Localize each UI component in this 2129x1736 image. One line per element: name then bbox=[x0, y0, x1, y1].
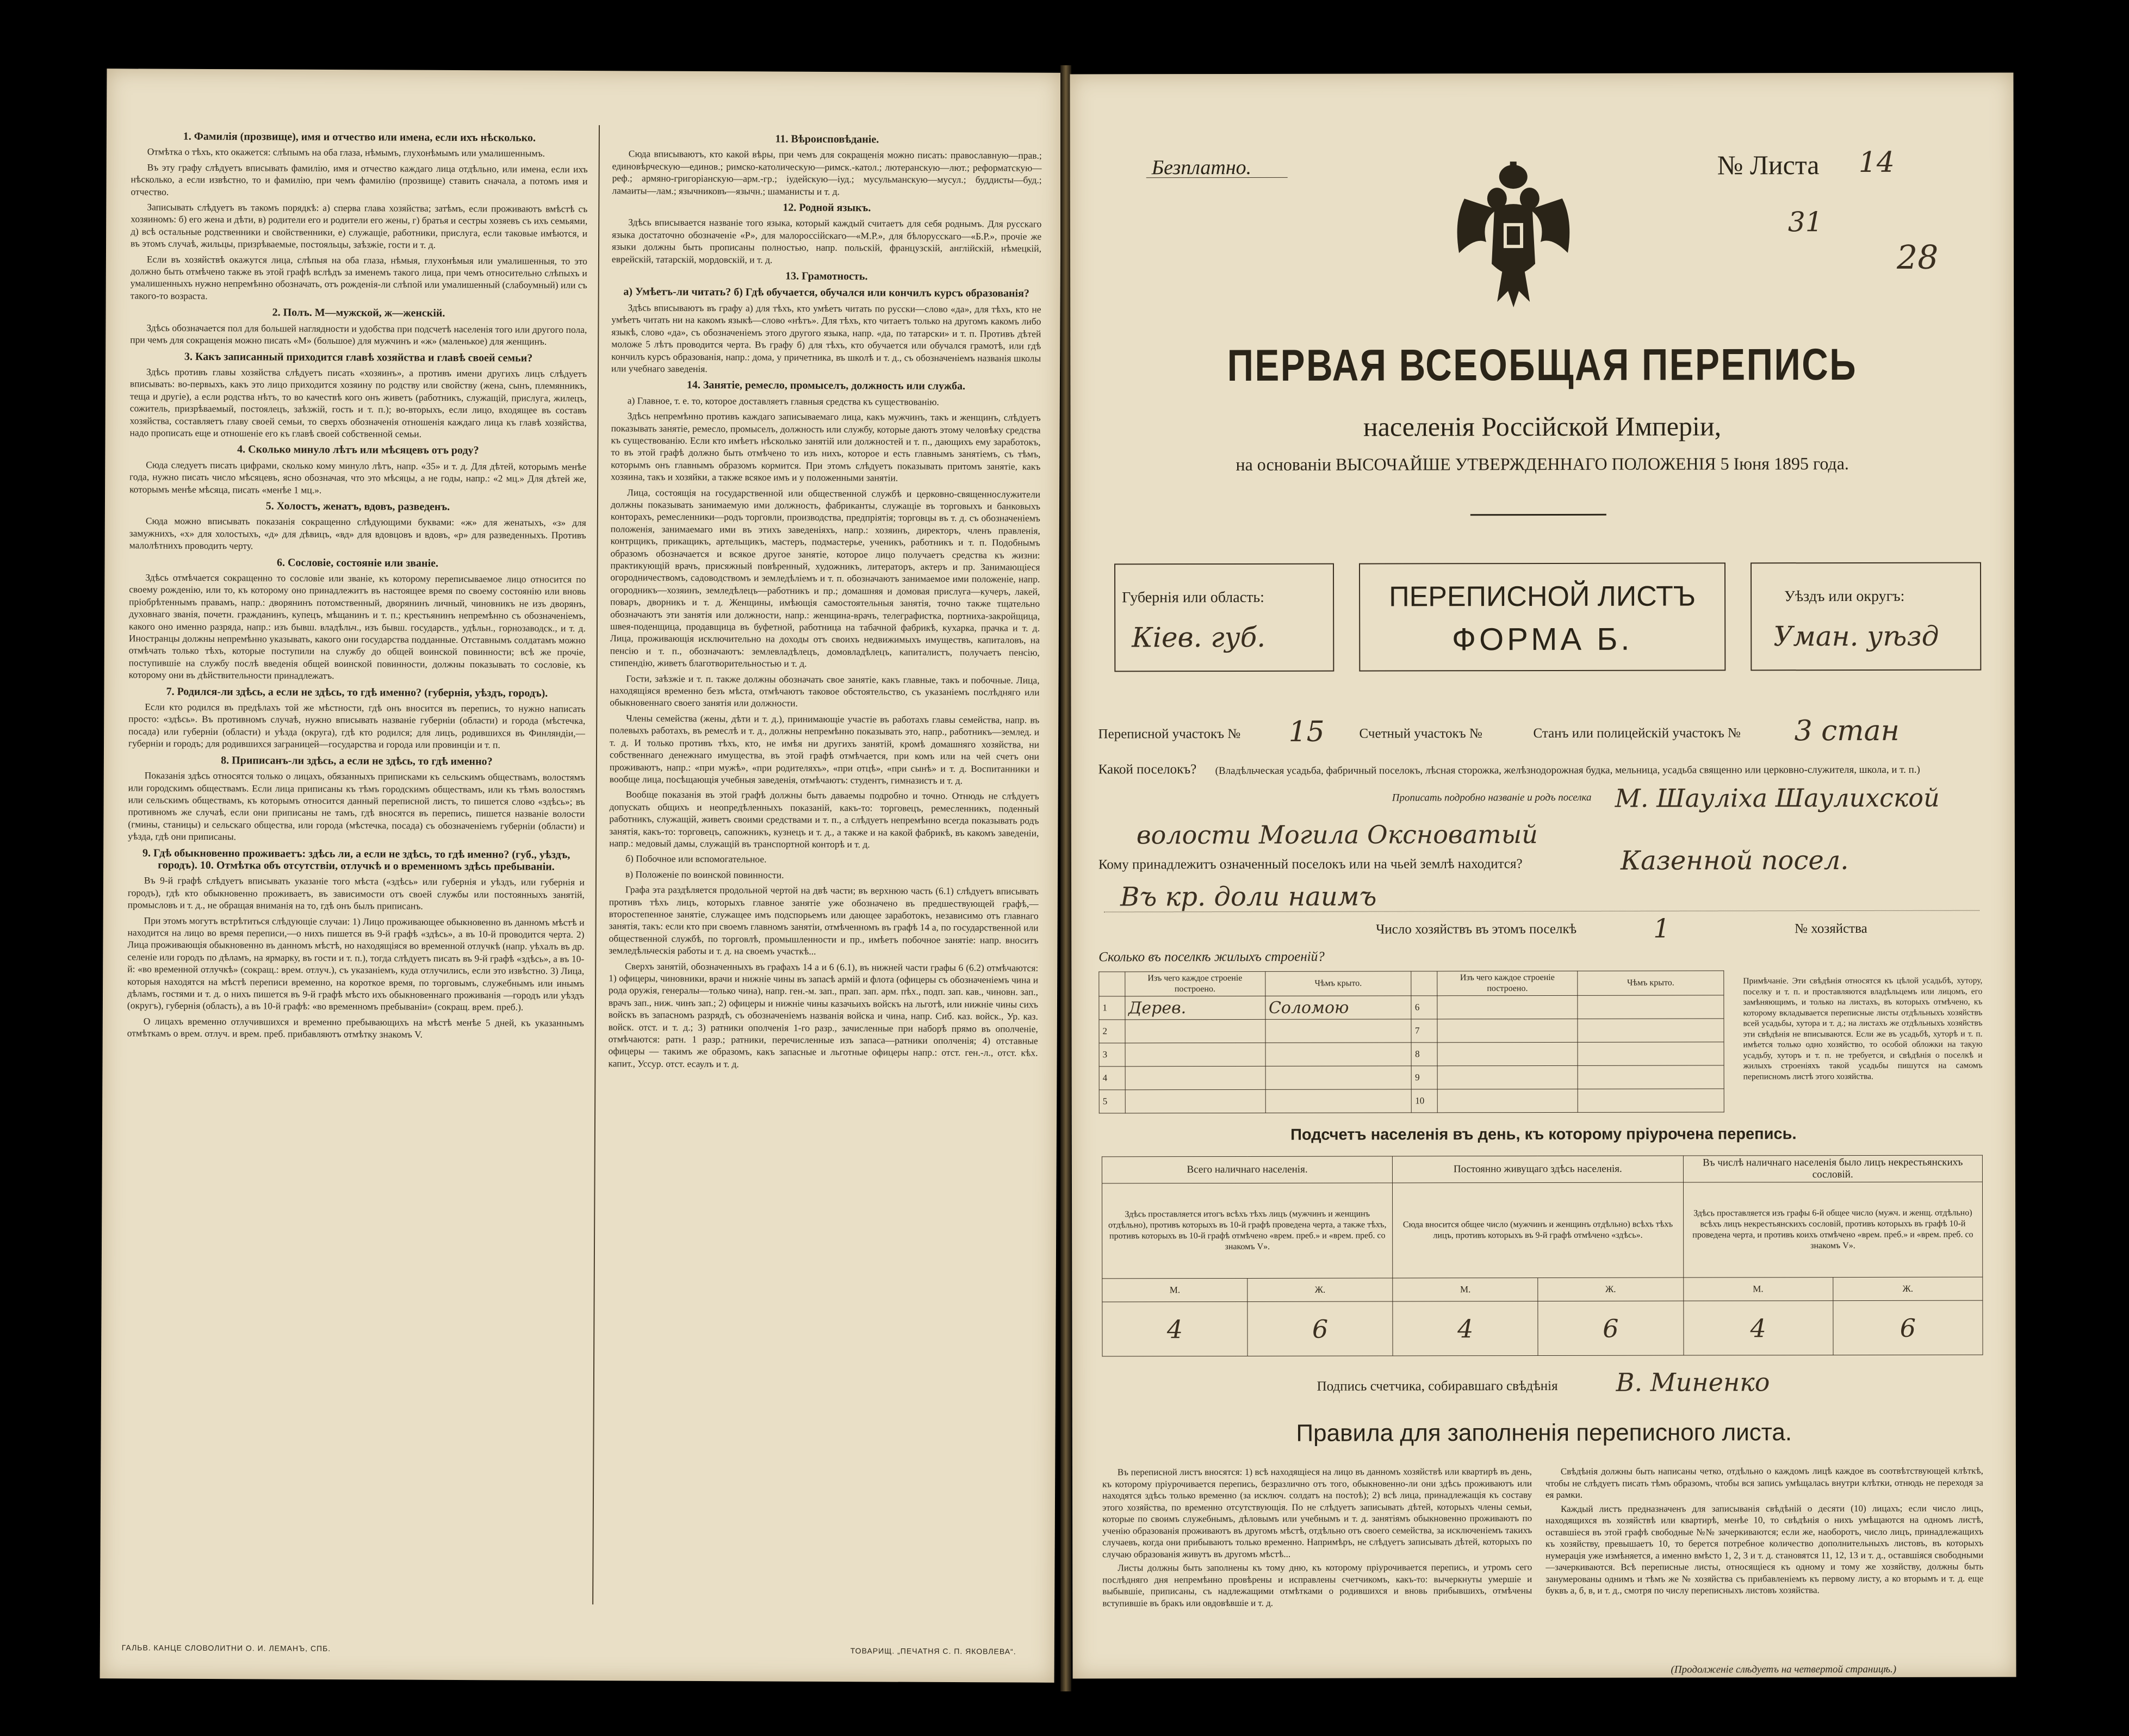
paragraph: Здѣсь отмѣчается сокращенно то сословіе или званіе, къ которому переписываемое лицо относится по своему рожденію, или то, къ которому оно принадлежитъ въ настоящее время по своему состоянію или вновь пріобрѣтеннымъ правамъ, напр.: дворянинъ потомственный, дворянинъ личный, чиновникъ не изъ дворянъ, духовнаго званія, почетн. гражданинъ, купецъ, мѣщанинъ и т. п.; крестьянинъ непремѣнно съ обозначеніемъ, какого оно именно разряда, напр.: изъ бывш. владѣльч., изъ бывш. государств., удѣльн., горнозаводск., и т. д. Иностранцы должны непремѣнно указывать, какого они государства подданные. Отставнымъ солдатамъ можно отмѣчать только тѣхъ, которые поступили на службу до общей воинской повинности; всѣ же прочіе, поступившіе на службу послѣ введенія общей воинской повинности, должны показывать то сословіе, къ которому они въ дѣйствительности принадлежатъ. bbox=[128, 572, 586, 681]
stan-value: 3 стан bbox=[1794, 714, 1900, 748]
section-heading: 3. Какъ записанный приходится главѣ хозяйства и главѣ своей семьи? bbox=[184, 350, 533, 364]
bld-header-1: Изъ чего каждое строеніе построено. bbox=[1125, 971, 1265, 996]
paragraph: Здѣсь противъ главы хозяйства слѣдуетъ писать «хозяинъ», а противъ имени другихъ лицъ слѣдуетъ вписывать: во-первыхъ, какъ это лицо приходится хозяину по родству или свойству (жена, сынъ, племянникъ, теща и другіе), а если родства нѣтъ, то во качествѣ кого онъ живетъ (работникъ, служащій, прислуга, жилецъ, сожитель, призрѣваемый, постоялецъ, заѣзжій, гость и т. п.); во-вторыхъ, если лицо, входящее въ составъ хозяйства, составляетъ главу своей семьи, то сверхъ обозначенія отношенія каждаго лица къ главѣ хозяйства, надо прописать еще и отношеніе его къ главѣ своей собственной семьи. bbox=[129, 366, 587, 439]
paragraph: Члены семейства (жены, дѣти и т. д.), принимающіе участіе въ работахъ главы семейства, напр. въ полевыхъ работахъ, въ ремеслѣ и т. д., должны непремѣнно показывать это, напр., работникъ—землед. и т. д. И только противъ тѣхъ, кто, не имѣя ни другихъ занятій, кромѣ домашняго хозяйства, ни собственнаго денежнаго имущества, въ этой графѣ отмѣчается, при комъ или на чей счетъ они проживаютъ, напр.: «при мужѣ», «при родителяхъ», «при отцѣ», «при сынѣ» и т. д. Воспитанники и вообще лица, посѣщающія учебныя заведенія, отмѣчаютъ: студентъ, гимназистъ и т. д. bbox=[609, 712, 1040, 786]
margin-note-2: 28 bbox=[1896, 238, 1939, 277]
buildings-note: Примѣчаніе. Эти свѣдѣнія относятся къ цѣлой усадьбѣ, хутору, поселку и т. п. и проставляются владѣльцемъ или лицомъ, его замѣняющимъ, и только на листахъ, въ которыхъ отмѣчено, къ которому вкладывается переписные листы отдѣльныхъ хозяйствъ всей усадьбы, хутора и т. д.; на листахъ же отдѣльныхъ хозяйствъ эти свѣдѣнія не вписываются. Если же въ усадьбѣ, хуторѣ и т. п. имѣется только одно хозяйство, то особой обложки на такую усадьбу, хуторъ и т. п. не требуется, и свѣдѣнія о поселкѣ и жилыхъ строеніяхъ такой усадьбы пишутся на самомъ переписномъ листѣ этого хозяйства. bbox=[1743, 976, 1983, 1081]
paragraph: Здѣсь непремѣнно противъ каждаго записываемаго лица, какъ мужчинъ, такъ и женщинъ, слѣдуетъ показывать занятіе, ремесло, промыселъ, должность или службу, которые даютъ этому человѣку средства къ существованію. Если кто имѣетъ нѣсколько занятій или должностей и т. п., дающихъ ему заработокъ, то въ этой графѣ должно быть отмѣчено то изъ нихъ, которое и есть главнымъ занятіемъ, съ тѣмъ, которымъ онъ главнымъ образомъ кормится. При этомъ слѣдуетъ показывать притомъ занятіе, какъ хозяина, такъ и хозяйки, а также всякое имъ и у положенными занятіи. bbox=[611, 410, 1041, 483]
paragraph: Лица, состоящія на государственной или общественной службѣ и церковно-священнослужители должны показывать занимаемую ими должность, фабриканты, служащіе въ торговыхъ и банковыхъ конторахъ, ремесленники—родъ торговли, производства, предпріятія; торговцы въ т. д. съ обозначеніемъ положенія, занимаемаго ими въ этихъ заведеніяхъ, напр.: хозяинъ, директоръ, членъ правленія, контрщикъ, прикащикъ, артельщикъ, мастеръ, подмастерье, ученикъ, работникъ и т. п. Подобнымъ образомъ обозначается и всякое другое занятіе, которое лицо получаетъ средства къ жизни: практикующій врачъ, присяжный повѣренный, художникъ, литераторъ, актеръ и пр. Занимающіеся огородничествомъ, садоводствомъ и земледѣліемъ и т. п. обозначаютъ занимаемое ими положеніе, напр. огородникъ—хозяинъ, земледѣлецъ—работникъ и пр.; домашняя и домовая прислуга—кучеръ, лакей, поваръ, дворникъ и т. д. Женщины, имѣющія самостоятельныя занятія, точно также тщательно обозначаютъ эти занятія или должности, напр.: женщина-врачъ, телеграфистка, портниха-закройщица, швея-поденщица, продавщица въ буфетной, работница на табачной фабрикѣ, кухарка, прачка и т. д. Лица, проживающія исключительно на доходы отъ своихъ недвижимыхъ имуществъ, капиталовъ, на пенсію и т. п., обозначаютъ: землевладѣлецъ, домовладѣлецъ, капиталистъ, получаетъ пенсію, стипендію, живетъ благотворительностью и т. д. bbox=[610, 486, 1041, 669]
section-heading: 9. Гдѣ обыкновенно проживаетъ: здѣсь ли, а если не здѣсь, то гдѣ именно? (губ., уѣздъ, городъ). 10. Отмѣтка объ отсутствіи, отлучкѣ и о временномъ здѣсь пребываніи. bbox=[142, 847, 570, 873]
paragraph: Вообще показанія въ этой графѣ должны быть даваемы подробно и точно. Отнюдь не слѣдуетъ допускать общихъ и неопредѣленныхъ показаній, какъ-то: торговецъ, ремесленникъ, поденный работникъ, служащій, живетъ своими средствами и т. п., а слѣдуетъ непремѣнно всегда показывать родъ занятія, какъ-то: торговецъ, сапожникъ, кузнецъ и т. д., а также и на какой фабрикѣ, въ какомъ заведеніи, напр.: медовый дамы, служащій въ транспортной конторѣ и т. д. bbox=[609, 789, 1039, 850]
continued-note: (Продолженіе слѣдуетъ на четвертой страницѣ.) bbox=[1671, 1663, 1897, 1676]
count-2-female: 6 bbox=[1538, 1301, 1683, 1355]
census-area-value: 15 bbox=[1288, 715, 1325, 748]
form-basis: на основаніи ВЫСОЧАЙШЕ УТВЕРЖДЕННАГО ПОЛОЖЕНІЯ 5 Іюня 1895 года. bbox=[1236, 454, 1849, 474]
paragraph: Здѣсь вписываютъ въ графу а) для тѣхъ, кто умѣетъ читать по русски—слово «да», для тѣхъ, кто не умѣетъ читать ни на какомъ языкѣ—слово «нѣтъ». Для тѣхъ, кто читаетъ только на другомъ какомъ либо языкѣ, слово «да», съ обозначеніемъ этого другого языка, напр. «да, по татарски» и т. п. Противъ дѣтей моложе 5 лѣтъ проводится черта. Въ графу б) для тѣхъ, кто обучается или обучался грамотѣ, или гдѣ кончилъ курсъ образованія, напр.: дома, у причетника, въ школѣ и т. д., съ обозначеніемъ названія школы или учебнаго заведенія. bbox=[611, 302, 1041, 374]
count-3-female: 6 bbox=[1833, 1300, 1983, 1355]
paragraph: Въ 9-й графѣ слѣдуетъ вписывать указаніе того мѣста («здѣсь» или губернія и уѣздъ, или губернія и городъ), гдѣ кто обыкновенно проживаетъ, въ зависимости отъ своей службы или постоянныхъ занятій, промысловъ и т. д., не обращая вниманія на то, гдѣ онъ былъ приписанъ. bbox=[127, 875, 585, 912]
count-2-male: 4 bbox=[1393, 1301, 1538, 1356]
census-form-page bbox=[1070, 72, 2016, 1678]
province-label: Губернія или область: bbox=[1122, 588, 1264, 606]
paragraph: Показанія здѣсь относятся только о лицахъ, обязанныхъ приписками къ сельскимъ обществамъ, волостямъ или городскимъ обществамъ. Если лица приписаны къ тѣмъ городскимъ обществамъ, или къ тѣмъ волостямъ или сельскимъ обществамъ, къ которымъ относится данный переписной листъ, то пишется слово «здѣсь»; въ противномъ же случаѣ, если они приписаны не тамъ, гдѣ вносятся въ перепись, пишется названіе волости (гмины, станицы) и сельскаго общества, или города (мѣстечка, посада) съ обозначеніемъ губерніи (области) и уѣзда, гдѣ они приписаны. bbox=[128, 770, 585, 842]
paragraph: Записывать слѣдуетъ въ такомъ порядкѣ: а) сперва глава хозяйства; затѣмъ, если проживаютъ вмѣстѣ съ хозяиномъ: б) его жена и дѣти, в) родители его и родители его жены, г) братья и сестры хозяевъ съ ихъ семьями, д) всѣ остальные родственники и свойственники, е) служащіе, работники, прислуга, если таковые имѣются, и въ этомъ случаѣ, жильцы, призрѣваемые, постояльцы, заѣзжіе, гости и т. д. bbox=[131, 201, 588, 251]
instructions-column-b bbox=[606, 128, 1042, 1598]
sheet-type-line1: ПЕРЕПИСНОЙ ЛИСТЪ bbox=[1389, 580, 1696, 613]
settlement-value: М. Шауліха Шаулихской волости Могила Оксноватый bbox=[1136, 783, 1940, 850]
count-title: Подсчетъ населенія въ день, къ которому пріурочена перепись. bbox=[1290, 1125, 1797, 1144]
section-heading: 2. Полъ. М—мужской, ж—женскій. bbox=[272, 306, 445, 320]
district-box bbox=[1751, 562, 1981, 671]
imprint-right: ТОВАРИЩ. „ПЕЧАТНЯ С. П. ЯКОВЛЕВА“. bbox=[850, 1646, 1016, 1656]
owner-label: Кому принадлежитъ означенный поселокъ или на чьей землѣ находится? bbox=[1098, 857, 1523, 872]
bld-header-3: Изъ чего каждое строеніе построено. bbox=[1437, 971, 1578, 995]
bld-header-4: Чѣмъ крыто. bbox=[1578, 971, 1724, 995]
table-row: 5 10 bbox=[1099, 1089, 1724, 1113]
rules-column-b: Свѣдѣнія должны быть написаны четко, отдѣльно о каждомъ лицѣ каждое въ соотвѣтствующей клѣткѣ, чтобы не слѣдуетъ писать тѣмъ образомъ, чтобы вся запись умѣщалась внутри клѣтки, отнюдь не переходя за ея рамки. Каждый листъ предназначенъ для записыванія свѣдѣній о десяти (10) лицахъ; если число лицъ, находящихся въ хозяйствѣ или квартирѣ, менѣе 10, то свѣдѣнія о нихъ умѣщаются на одномъ листѣ, оставшіеся въ этой графѣ свободные №№ зачеркиваются; если же, наоборотъ, число лицъ, принадлежащихъ къ хозяйству, превышаетъ 10, то берется потребное количество дополнительныхъ листовъ, въ которыхъ нумерація уже измѣняется, а именно вмѣсто 1, 2, 3 и т. д. становятся 11, 12, 13 и т. д., оставшіяся свободными—зачеркиваются. Всѣ переписные листы, относящіеся къ одному и тому же хозяйству, должны быть занумерованы однимъ и тѣмъ же № хозяйства съ прибавленіемъ къ первому листу, а ко вторымъ и т. д. еще буквъ а, б, в, и т. д., смотря по числу переписныхъ листовъ хозяйства. bbox=[1545, 1465, 1984, 1596]
paragraph: Здѣсь вписывается названіе того языка, который каждый считаетъ для себя роднымъ. Для русскаго языка достаточно обозначеніе «Р», для малороссійскаго—«М.Р.», для бѣлорусскаго—«Б.Р.», прочіе же языки должны быть прописаны полностью, напр. польскій, французскій, англійскій, нѣмецкій, еврейскій, татарскій, мордовскій, и т. д. bbox=[611, 216, 1042, 265]
count-col-3-title: Въ числѣ наличнаго населенія было лицъ некрестьянскихъ сословій. bbox=[1683, 1155, 1983, 1182]
form-subtitle: населенія Россійской Имперіи, bbox=[1363, 411, 1722, 442]
column-divider bbox=[592, 125, 600, 1604]
section-heading: 13. Грамотность. bbox=[785, 270, 868, 283]
paragraph: Сверхъ занятій, обозначенныхъ въ графахъ 14 а и 6 (6.1), въ нижней части графы 6 (6.2) отмѣчаются: 1) офицеры, чиновники, врачи и нижніе чины въ запасѣ армій и флота (офицеры съ обозначеніемъ чина и рода оружія, генералы—только чина), напр. ген.-м. зап., прап. зап. арм. пѣх., подп. зап. кав., чиновн. зап., врачъ зап., ниж. чинъ зап.; 2) офицеры и нижніе чины казачьихъ войскъ на льготѣ, или нижніе чины сихъ войскъ въ запасномъ разрядѣ, съ обозначеніемъ названія войска и чина, напр. Сиб. каз. войск., Ур. каз. войск. отст. и т. д.; 3) ратники ополченія 1-го разр., зачисленные при наборѣ прямо въ ополченіе, отмѣчаются: ратн. 1 разр.; ратники, перечисленные изъ запаса—ратники ополченія; 4) отставные офицеры — такимъ же образомъ, какъ запасные и льготные офицеры напр.: отст. ген.-л., отст. кѣх. капит., Уссур. отст. есаулъ и т. д. bbox=[608, 960, 1039, 1070]
paragraph: Въ эту графу слѣдуетъ вписывать фамилію, имя и отчество каждаго лица отдѣльно, или имена, если ихъ нѣсколько, а если извѣстно, то и фамилію, при чемъ фамилію (прозвище) ставить сначала, а потомъ имя и отчество. bbox=[131, 162, 588, 197]
table-row: 4 9 bbox=[1099, 1065, 1724, 1090]
building-roof-1: Соломою bbox=[1265, 996, 1411, 1019]
bld-header-2: Чѣмъ крыто. bbox=[1265, 971, 1411, 996]
settlement-hint: (Владѣльческая усадьба, фабричный поселокъ, лѣсная сторожка, желѣзнодорожная будка, мельница, усадьба священно или церковно-служителя, школа, и т. п.) bbox=[1215, 764, 1920, 777]
owner-value: Казенной посел. bbox=[1620, 845, 1849, 876]
section-heading: 1. Фамилія (прозвище), имя и отчество или имена, если ихъ нѣсколько. bbox=[183, 130, 536, 144]
paragraph: Графа эта раздѣляется продольной чертой на двѣ части; въ верхнюю часть (6.1) слѣдуетъ вписывать противъ тѣхъ лицъ, которыхъ главное занятіе уже обозначено въ предшествующей графѣ,—второстепенное занятіе, служащее имъ подспорьемъ или дающее заработокъ, независимо отъ главнаго занятія, такъ: если кто при своемъ главномъ занятіи, отмѣченномъ въ графѣ 14 а, по государственной или общественной службѣ, по торговлѣ, промышленности и пр., имѣетъ побочное занятіе: напр. вноситъ земледѣльческія работы и т. д. на своемъ участкѣ... bbox=[609, 884, 1039, 957]
paragraph: Если кто родился въ предѣлахъ той же мѣстности, гдѣ онъ вносится въ перепись, то нужно написать просто: «здѣсь». Въ противномъ случаѣ, нужно вписывать названіе губерніи (области) и города (мѣстечка, посада) или губерніи (области) и уѣзда (округа), гдѣ кто родился; для лицъ, родившихся въ Финляндіи,—губерніи и городъ; для родившихся заграницей—государства и города или провинціи и т. п. bbox=[128, 701, 586, 751]
section-heading: 12. Родной языкъ. bbox=[783, 201, 871, 214]
rules-title: Правила для заполненія переписного листа. bbox=[1296, 1419, 1792, 1447]
buildings-label: Сколько въ поселкѣ жилыхъ строеній? bbox=[1098, 949, 1325, 965]
signature-label: Подпись счетчика, собиравшаго свѣдѣнія bbox=[1317, 1378, 1558, 1394]
section-heading: 14. Занятіе, ремесло, промыселъ, должность или служба. bbox=[686, 379, 966, 393]
paragraph: Если въ хозяйствѣ окажутся лица, слѣпыя на оба глаза, нѣмыя, глухонѣмыя или умалишенныя, то это должно быть отмѣчено также въ этой графѣ вслѣдъ за именемъ такого лица, при чемъ относительно слѣпыхъ и умалишенныхъ нужно непремѣнно обозначать, отъ рожденія-ли слѣпой или умалишенный (слабоумный) или съ такого-то возраста. bbox=[130, 253, 587, 301]
left-page bbox=[100, 69, 1062, 1683]
households-value: 1 bbox=[1653, 913, 1670, 944]
table-row: 1 Дерев. Соломою 6 bbox=[1099, 995, 1724, 1020]
settlement-label: Какой поселокъ? bbox=[1098, 762, 1197, 777]
paragraph: Гости, заѣзжіе и т. п. также должны обозначать свое занятіе, какъ главные, такъ и побочные. Лица, находящіяся временно безъ мѣста, отмѣчаютъ таковое обстоятельство, съ указаніемъ послѣдняго или обыкновеннаго своего занятія или должности. bbox=[610, 673, 1040, 709]
imprint-left: ГАЛЬВ. КАНЦЕ СЛОВОЛИТНИ О. И. ЛЕМАНЪ, СПБ. bbox=[121, 1643, 331, 1653]
province-box bbox=[1114, 563, 1334, 672]
paragraph: Отмѣтка о тѣхъ, кто окажется: слѣпымъ на оба глаза, нѣмымъ, глухонѣмымъ или умалишеннымъ. bbox=[147, 146, 545, 159]
imperial-eagle-emblem bbox=[1443, 160, 1584, 313]
paragraph: б) Побочное или вспомогательное. bbox=[625, 853, 767, 865]
free-label: Безплатно. bbox=[1151, 156, 1252, 179]
census-area-label: Переписной участокъ № bbox=[1098, 726, 1241, 742]
section-heading: а) Умѣетъ-ли читать? б) Гдѣ обучается, обучался или кончилъ курсъ образованія? bbox=[623, 286, 1029, 300]
paragraph: Сюда вписываютъ, кто какой вѣры, при чемъ для сокращенія можно писать: православную—прав.; единовѣрческую—единов.; римско-католическую—римск.-катол.; лютеранскую—лют.; реформатскую—реф.; армяно-григоріанскую—арм.-гр.; іудейскую—іуд.; мусульманскую—мусул.; буддисты—буд.; ламаиты—лам.; язычниковъ—язычн.; шаманисты и т. д. bbox=[612, 148, 1042, 197]
signature-value: В. Миненко bbox=[1616, 1367, 1770, 1397]
section-heading: 6. Сословіе, состояніе или званіе. bbox=[276, 556, 439, 569]
title-rule bbox=[1470, 514, 1606, 516]
paragraph: Здѣсь обозначается пол для большей наглядности и удобства при подсчетѣ населенія того или другого пола, при чемъ для сокращенія можно писать «М» (большое) для мужчинъ и «ж» (маленькое) для женщинъ. bbox=[130, 322, 587, 347]
province-value: Кiев. губ. bbox=[1132, 621, 1266, 654]
district-label: Уѣздъ или округъ: bbox=[1784, 587, 1905, 605]
count-col-2-text: Сюда вносится общее число (мужчинъ и женщинъ отдѣльно) всѣхъ тѣхъ лицъ, противъ которыхъ въ 9-й графѣ отмѣчено «здѣсь». bbox=[1393, 1182, 1684, 1278]
rules-column-a: Въ переписной листъ вносятся: 1) всѣ находящіеся на лицо въ данномъ хозяйствѣ или квартирѣ въ день, къ которому пріурочивается перепись, безразлично отъ того, обыкновенно-ли они здѣсь проживаютъ или находятся здѣсь только временно (за исключ. солдатъ на постоѣ); 2) всѣ лица, принадлежащія къ составу этого хозяйства, по временно отсутствующія. По не слѣдуетъ записывать дѣтей, которыхъ члены семьи, которые по своимъ служебнымъ, дѣловымъ или учебнымъ и т. д. занятіямъ обыкновенно проживаютъ по ученію образованія проживаютъ въ другомъ мѣстѣ, отдѣльно отъ своего семейства, за исключеніемъ такихъ случаевъ, когда они прибываютъ только временно. Напримѣръ, не слѣдуетъ записывать дѣтей, которыхъ по случаю образованія живутъ въ другомъ мѣстѣ... Листы должны быть заполнены къ тому дню, къ которому пріурочивается перепись, и утромъ сего послѣдняго дня непремѣнно провѣрены и исправлены счетчикомъ, какъ-то: вычеркнуты умершіе и выбывшіе, приписаны, съ надлежащими отмѣтками о родившихся и вновь прибывшихъ, отмѣчены вступившіе въ бракъ или овдовѣвшіе и т. д. bbox=[1102, 1466, 1532, 1608]
buildings-table bbox=[1098, 970, 1724, 1113]
table-row: 2 7 bbox=[1099, 1019, 1724, 1043]
sheet-number-label: № Листа bbox=[1717, 150, 1820, 181]
count-1-female: 6 bbox=[1247, 1301, 1393, 1356]
instructions-column-a bbox=[125, 126, 588, 1596]
households-label: Число хозяйствъ въ этомъ поселкѣ bbox=[1376, 921, 1577, 937]
form-title: ПЕРВАЯ ВСЕОБЩАЯ ПЕРЕПИСЬ bbox=[1227, 339, 1858, 391]
district-value: Уман. уѣзд bbox=[1773, 620, 1939, 653]
count-col-1-text: Здѣсь проставляется итогъ всѣхъ тѣхъ лицъ (мужчинъ и женщинъ отдѣльно), противъ которыхъ въ 10-й графѣ проведена черта, а также тѣхъ, противъ которыхъ въ 10-й графѣ отмѣчено «врем. преб.» и «врем. преб. со знакомъ V». bbox=[1102, 1183, 1393, 1279]
page-fold bbox=[1060, 65, 1071, 1691]
paragraph: При этомъ могутъ встрѣтиться слѣдующіе случаи: 1) Лицо проживающее обыкновенно въ данномъ мѣстѣ и находится на лицо во время переписи,—о нихъ пишется въ 9-й графѣ «здѣсь», а въ 10-й проводится черта. 2) Лица проживающія обыкновенно въ данномъ мѣстѣ, но находящіяся во временной отлучкѣ (напр. уѣхалъ въ др. селеніе или городъ по дѣламъ, на ярмарку, въ гости и т. п.), тогда слѣдуетъ писать въ 9-й графѣ «здѣсь», а въ 10-й: «во временной отлучкѣ» (сокращ.: врем. отлуч.), съ указаніемъ, куда отлучились, если это извѣстно. 3) Лица, которыя находятся на мѣстѣ переписи временно, на короткое время, по торговымъ, служебнымъ или инымъ дѣламъ, гостями и т. д. о нихъ пишется въ 9-й графѣ мѣсто ихъ обыкновеннаго проживанія —городъ или уѣздъ (округъ), губернія (область), а въ 10-й графѣ: «во временномъ пребываніи» (сокращ. врем. преб.). bbox=[127, 915, 585, 1013]
count-col-3-text: Здѣсь проставляется изъ графы 6-й общее число (мужч. и женщ. отдѣльно) всѣхъ лицъ некрестьянскихъ сословій, противъ которыхъ въ графѣ 10-й проведена черта, и противъ коихъ отмѣчено «врем. преб.» и «врем. преб. со знакомъ V». bbox=[1683, 1182, 1983, 1278]
paragraph: Сюда можно вписывать показанія сокращенно слѣдующими буквами: «ж» для женатыхъ, «з» для замужнихъ, «х» для холостыхъ, «д» для дѣвицъ, «вд» для вдовцовъ и вдовъ, «р» для разведенныхъ. Противъ малолѣтнихъ проводить черту. bbox=[129, 515, 586, 551]
owner-value-2: Въ кр. доли наимъ bbox=[1120, 881, 1377, 913]
stan-label: Станъ или полицейскій участокъ № bbox=[1533, 726, 1741, 741]
table-row: 3 8 bbox=[1099, 1042, 1724, 1067]
sheet-number-value: 14 bbox=[1858, 146, 1895, 179]
settlement-hint2: Прописать подробно названіе и родъ поселка bbox=[1392, 791, 1592, 804]
section-heading: 5. Холостъ, женатъ, вдовъ, разведенъ. bbox=[265, 500, 450, 513]
count-1-male: 4 bbox=[1102, 1301, 1247, 1356]
margin-note-1: 31 bbox=[1787, 206, 1823, 238]
count-col-2-title: Постоянно живущаго здѣсь населенія. bbox=[1393, 1156, 1683, 1183]
section-heading: 7. Родился-ли здѣсь, а если не здѣсь, то гдѣ именно? (губернія, уѣздъ, городъ). bbox=[166, 685, 548, 699]
section-heading: 4. Сколько минуло лѣтъ или мѣсяцевъ отъ роду? bbox=[237, 443, 479, 457]
sheet-type-line2: ФОРМА Б. bbox=[1451, 621, 1633, 658]
sheet-type-box bbox=[1359, 562, 1725, 671]
paragraph: в) Положеніе по воинской повинности. bbox=[625, 869, 784, 881]
building-material-1: Дерев. bbox=[1125, 996, 1265, 1019]
count-col-1-title: Всего наличнаго населенія. bbox=[1102, 1156, 1392, 1183]
population-count-table: Всего наличнаго населенія. Постоянно живущаго здѣсь населенія. Въ числѣ наличнаго населенія было лицъ некрестьянскихъ сословій. Здѣсь проставляется итогъ всѣхъ тѣхъ лицъ (мужчинъ и женщинъ отдѣльно), противъ которыхъ въ 10-й графѣ проведена черта, а также тѣхъ, противъ которыхъ въ 10-й графѣ отмѣчено «врем. преб.» и «врем. преб. со знакомъ V». Сюда вносится общее число (мужчинъ и женщинъ отдѣльно) всѣхъ тѣхъ лицъ, противъ которыхъ въ 9-й графѣ отмѣчено «здѣсь». Здѣсь проставляется изъ графы 6-й общее число (мужч. и женщ. отдѣльно) всѣхъ лицъ некрестьянскихъ сословій, противъ которыхъ въ графѣ 10-й проведена черта, и противъ коихъ отмѣчено «врем. преб.» и «врем. преб. со знакомъ V». М. Ж. М. Ж. М. Ж. 4 6 4 6 4 6 bbox=[1102, 1155, 1983, 1357]
section-heading: 11. Вѣроисповѣданіе. bbox=[775, 133, 879, 146]
household-no-label: № хозяйства bbox=[1795, 921, 1867, 937]
section-heading: 8. Приписанъ-ли здѣсь, а если не здѣсь, то гдѣ именно? bbox=[221, 754, 493, 767]
count-3-male: 4 bbox=[1683, 1301, 1833, 1355]
paragraph: Сюда следуетъ писать цифрами, сколько кому минуло лѣтъ, напр. «35» и т. д. Для дѣтей, которымъ менѣе года, нужно писать число мѣсяцевъ, ясно обозначая, что это мѣсяцы, а не годы, напр.: «2 мц.» Для дѣтей же, которымъ менѣе мѣсяца, писать «менѣе 1 мц.». bbox=[129, 459, 587, 495]
paragraph: а) Главное, т. е. то, которое доставляетъ главныя средства къ существованію. bbox=[627, 395, 939, 407]
paragraph: О лицахъ временно отлучившихся и временно пребывающихъ на мѣстѣ менѣе 5 дней, къ указаннымъ отмѣткамъ о врем. отлуч. и врем. преб. прибавляютъ отмѣтку знакомъ V. bbox=[127, 1015, 584, 1040]
count-area-label: Счетный участокъ № bbox=[1359, 726, 1482, 741]
